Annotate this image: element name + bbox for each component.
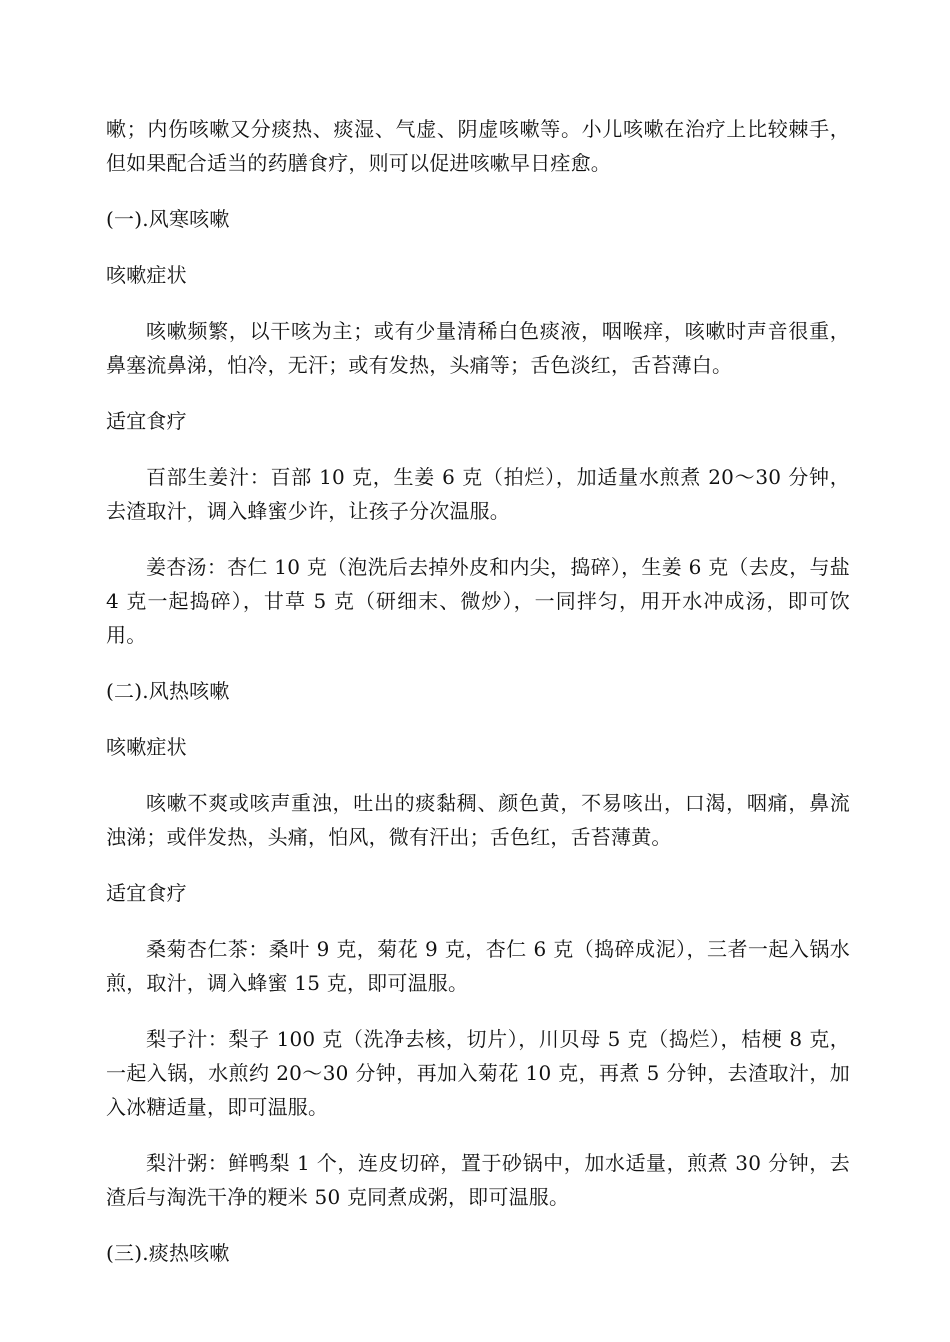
section-heading-phlegm-heat: (三).痰热咳嗽: [106, 1241, 230, 1265]
intro-paragraph: 嗽；内伤咳嗽又分痰热、痰湿、气虚、阴虚咳嗽等。小儿咳嗽在治疗上比较棘手，但如果配合适当的药膳食疗，则可以促进咳嗽早日痊愈。: [106, 117, 850, 175]
recipe-paragraph: 梨汁粥：鲜鸭梨 1 个，连皮切碎，置于砂锅中，加水适量，煎煮 30 分钟，去渣后与淘洗干净的粳米 50 克同煮成粥，即可温服。: [106, 1151, 850, 1209]
recipe-paragraph: 百部生姜汁：百部 10 克，生姜 6 克（拍烂），加适量水煎煮 20～30 分钟，去渣取汁，调入蜂蜜少许，让孩子分次温服。: [106, 465, 850, 523]
subheading-diet: 适宜食疗: [106, 881, 187, 905]
recipe-paragraph: 姜杏汤：杏仁 10 克（泡洗后去掉外皮和内尖，捣碎），生姜 6 克（去皮，与盐 4 克一起捣碎），甘草 5 克（研细末、微炒），一同拌匀，用开水冲成汤，即可饮用。: [106, 555, 850, 647]
section-heading-wind-cold: (一).风寒咳嗽: [106, 207, 230, 231]
subheading-symptoms: 咳嗽症状: [106, 263, 187, 287]
section-heading-wind-heat: (二).风热咳嗽: [106, 679, 230, 703]
symptoms-paragraph: 咳嗽不爽或咳声重浊，吐出的痰黏稠、颜色黄，不易咳出，口渴，咽痛，鼻流浊涕；或伴发热，头痛，怕风，微有汗出；舌色红，舌苔薄黄。: [106, 791, 850, 849]
symptoms-paragraph: 咳嗽频繁，以干咳为主；或有少量清稀白色痰液，咽喉痒，咳嗽时声音很重，鼻塞流鼻涕，怕冷，无汗；或有发热，头痛等；舌色淡红，舌苔薄白。: [106, 319, 850, 377]
subheading-diet: 适宜食疗: [106, 409, 187, 433]
recipe-paragraph: 梨子汁：梨子 100 克（洗净去核，切片），川贝母 5 克（捣烂），桔梗 8 克，一起入锅，水煎约 20～30 分钟，再加入菊花 10 克，再煮 5 分钟，去渣取汁，加入冰糖适量，即可温服。: [106, 1027, 850, 1119]
recipe-paragraph: 桑菊杏仁茶：桑叶 9 克，菊花 9 克，杏仁 6 克（捣碎成泥），三者一起入锅水煎，取汁，调入蜂蜜 15 克，即可温服。: [106, 937, 850, 995]
subheading-symptoms: 咳嗽症状: [106, 735, 187, 759]
